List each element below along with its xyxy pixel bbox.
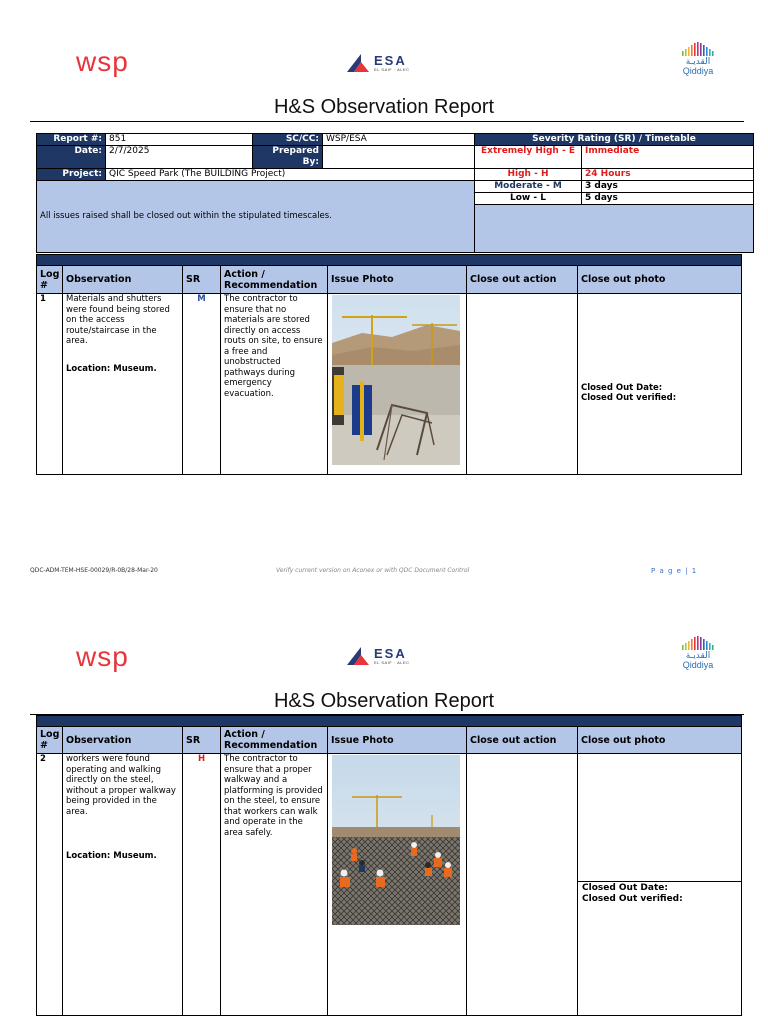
esa-logo-text: ESA (374, 53, 407, 68)
close-photo-cell[interactable] (578, 754, 742, 1016)
col-close-photo: Close out photo (578, 266, 742, 294)
observation-text: workers were found operating and walking directly on the steel, without a proper walkway being provided in the area. (66, 754, 176, 817)
severity-time-e: Immediate (582, 146, 754, 169)
prepared-by-label: Prepared By: (253, 146, 323, 169)
log-number: 1 (37, 294, 63, 475)
wsp-logo: wsp (76, 641, 129, 672)
footer-verify-note: Verify current version on Aconex or with QDC Document Control (276, 567, 470, 574)
sr-rating: H (183, 754, 221, 1016)
col-sr: SR (183, 727, 221, 754)
sccc-label: SC/CC: (253, 134, 323, 146)
esa-logo-text: ESA (374, 646, 407, 661)
severity-label-h: High - H (475, 169, 582, 181)
col-close-photo: Close out photo (578, 727, 742, 754)
qiddiya-bars-icon (680, 636, 716, 650)
severity-time-m: 3 days (582, 181, 754, 193)
severity-label-e: Extremely High - E (475, 146, 582, 169)
closeout-note: All issues raised shall be closed out within the stipulated timescales. (37, 181, 475, 253)
col-close-action: Close out action (467, 266, 578, 294)
observation-table-page-1 (36, 254, 742, 475)
severity-time-l: 5 days (582, 193, 754, 205)
qiddiya-logo-english: Qiddiya (682, 660, 714, 670)
prepared-by-value (323, 146, 475, 169)
closed-out-date: Closed Out Date: (582, 883, 668, 893)
observation-cell (63, 294, 183, 475)
severity-blank (475, 205, 754, 253)
col-observation: Observation (63, 266, 183, 294)
col-action: Action / Recommendation (221, 266, 328, 294)
qiddiya-logo-arabic: القديـة (685, 57, 711, 67)
qiddiya-bars-icon (680, 42, 716, 56)
observation-cell (63, 754, 183, 1016)
log-number: 2 (37, 754, 63, 1016)
observation-table-page-2 (36, 715, 742, 1016)
title-divider (30, 121, 744, 122)
report-number-value: 851 (106, 134, 253, 146)
qiddiya-logo (680, 42, 716, 76)
closed-out-box (578, 882, 741, 906)
closed-out-verified: Closed Out verified: (581, 393, 677, 403)
qiddiya-logo-english: Qiddiya (682, 66, 714, 76)
col-observation: Observation (63, 727, 183, 754)
esa-mark-icon (345, 52, 371, 74)
severity-label-m: Moderate - M (475, 181, 582, 193)
esa-mark-icon (345, 645, 371, 667)
footer-doc-ref: QDC-ADM-TEM-HSE-00029/R-0B/28-Mar-20 (30, 567, 158, 574)
report-number-label: Report #: (37, 134, 106, 146)
col-close-action: Close out action (467, 727, 578, 754)
sccc-value: WSP/ESA (323, 134, 475, 146)
table-row (37, 754, 742, 1016)
project-value: QIC Speed Park (The BUILDING Project) (106, 169, 475, 181)
qiddiya-logo-arabic: القديـة (685, 651, 711, 661)
page-title: H&S Observation Report (273, 690, 495, 712)
issue-photo-cell (328, 754, 467, 1016)
location-text: Location: Museum. (66, 851, 157, 861)
severity-heading: Severity Rating (SR) / Timetable (475, 134, 754, 146)
issue-photo-1[interactable] (332, 295, 460, 465)
esa-logo (345, 52, 410, 74)
issue-photo-2[interactable] (332, 755, 460, 925)
date-label: Date: (37, 146, 106, 169)
date-value: 2/7/2025 (106, 146, 253, 169)
esa-logo-subtext: EL SAIF · ALEC (374, 660, 410, 665)
report-header-table (36, 133, 754, 253)
action-text: The contractor to ensure that a proper walkway and a platforming is provided on the steel, to ensure that workers can walk and operate in the area safely. (221, 754, 328, 1016)
col-log: Log # (37, 727, 63, 754)
project-label: Project: (37, 169, 106, 181)
table-top-bar (37, 255, 742, 266)
observation-text: Materials and shutters were found being stored on the access route/staircase in the area. (66, 294, 170, 346)
wsp-logo: wsp (76, 46, 129, 77)
col-log: Log # (37, 266, 63, 294)
table-top-bar (37, 716, 742, 727)
col-issue-photo: Issue Photo (328, 266, 467, 294)
qiddiya-logo (680, 636, 716, 670)
action-text: The contractor to ensure that no materials are stored directly on access routs on site, to ensure a free and unobstructed pathways during emergency evacuation. (221, 294, 328, 475)
close-photo-area[interactable] (578, 754, 741, 882)
close-action-cell[interactable] (467, 294, 578, 475)
esa-logo-subtext: EL SAIF · ALEC (374, 67, 410, 72)
esa-logo (345, 645, 410, 667)
col-sr: SR (183, 266, 221, 294)
close-action-cell[interactable] (467, 754, 578, 1016)
footer-page-number: P a g e | 1 (651, 567, 698, 575)
page-title: H&S Observation Report (273, 96, 495, 118)
location-text: Location: Museum. (66, 363, 157, 374)
table-row (37, 294, 742, 475)
close-photo-cell[interactable] (578, 294, 742, 475)
col-action: Action / Recommendation (221, 727, 328, 754)
severity-label-l: Low - L (475, 193, 582, 205)
sr-rating: M (183, 294, 221, 475)
severity-time-h: 24 Hours (582, 169, 754, 181)
col-issue-photo: Issue Photo (328, 727, 467, 754)
closed-out-verified: Closed Out verified: (582, 894, 683, 904)
closed-out-date: Closed Out Date: (581, 382, 663, 393)
issue-photo-cell (328, 294, 467, 475)
